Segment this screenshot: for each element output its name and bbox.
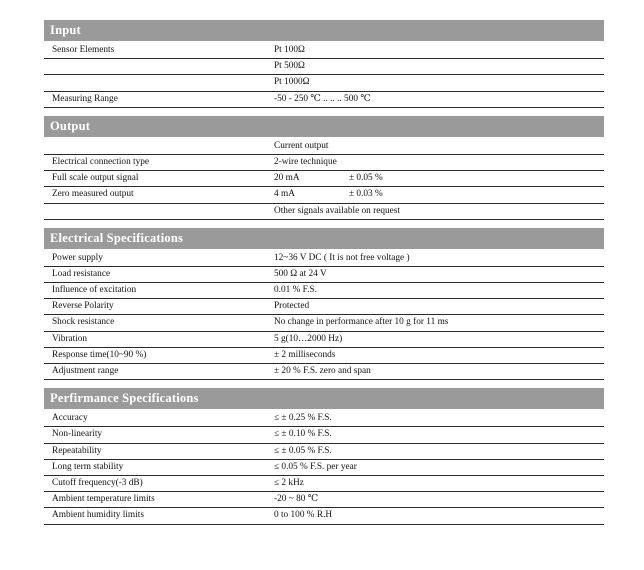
table-row [44,171,604,187]
row-label: Power supply [52,252,103,263]
row-value: ≤ ± 0.25 % F.S. [274,413,332,424]
row-value: ≤ ± 0.10 % F.S. [274,429,332,440]
section-header: Electrical Specifications [44,228,604,249]
row-label: Non-linearity [52,429,103,440]
row-value: Pt 100Ω [274,45,305,55]
row-label: Sensor Elements [52,45,115,55]
table-row [44,348,604,364]
table-row [44,460,604,476]
row-value: 4 mA [274,189,295,200]
row-label: Accuracy [52,413,88,424]
row-label: Reverse Polarity [52,301,114,312]
row-label: Ambient humidity limits [52,510,144,521]
section-electrical-specifications [44,228,604,381]
row-label: Shock resistance [52,317,115,328]
row-value: Pt 1000Ω [274,77,310,88]
row-tolerance: ± 0.05 % [349,173,383,184]
table-row [44,332,604,348]
table-row [44,139,604,155]
table-row [44,43,604,59]
section-rows [44,251,604,381]
table-row [44,492,604,508]
table-row [44,187,604,203]
row-label: Influence of excitation [52,285,137,296]
row-label: Adjustment range [52,366,119,376]
row-label: Vibration [52,333,88,344]
table-row [44,283,604,299]
row-label: Full scale output signal [52,173,139,184]
row-value: 0 to 100 % R.H [274,510,333,521]
table-row [44,251,604,267]
row-value: ≤ ± 0.05 % F.S. [274,445,332,456]
table-row [44,299,604,315]
row-value: ≤ 0.05 % F.S. per year [274,461,357,472]
row-label: Zero measured output [52,189,134,200]
table-row [44,508,604,524]
row-value: Pt 500Ω [274,61,305,72]
row-value: ± 2 milliseconds [274,349,336,360]
row-value: -50 - 250 ℃ .. .. .. 500 ℃ [274,93,371,104]
row-value: -20 ~ 80 ℃ [274,494,319,505]
row-label: Load resistance [52,268,111,279]
row-value: 500 Ω at 24 V [274,268,327,279]
row-label: Cutoff frequency(-3 dB) [52,477,143,488]
section-rows [44,411,604,524]
row-value: ≤ 2 kHz [274,477,304,488]
section-output [44,116,604,220]
table-row [44,59,604,75]
row-label: Long term stability [52,461,124,472]
table-row [44,75,604,91]
row-label: Electrical connection type [52,156,150,167]
table-row [44,315,604,331]
row-label: Ambient temperature limits [52,494,155,505]
spec-sheet [44,20,604,525]
section-input [44,20,604,108]
section-rows [44,43,604,108]
section-header: Input [44,20,604,41]
row-value: 5 g(10…2000 Hz) [274,333,343,344]
table-row [44,155,604,171]
row-value: 12~36 V DC ( It is not free voltage ) [274,252,410,263]
table-row [44,364,604,380]
row-value: No change in performance after 10 g for 11 ms [274,317,449,328]
row-value: 2-wire technique [274,156,337,167]
table-row [44,411,604,427]
section-header: Perfirmance Specifications [44,388,604,409]
section-rows [44,139,604,220]
table-row [44,267,604,283]
row-value: 0.01 % F.S. [274,285,317,296]
row-label: Repeatability [52,445,102,456]
table-row [44,427,604,443]
table-row [44,444,604,460]
row-tolerance: ± 0.03 % [349,189,383,200]
row-value: Other signals available on request [274,205,400,216]
row-label: Measuring Range [52,93,118,104]
table-row [44,204,604,220]
row-value: 20 mA [274,173,300,184]
section-performance-specifications [44,388,604,524]
section-header: Output [44,116,604,137]
table-row [44,476,604,492]
row-value: ± 20 % F.S. zero and span [274,366,371,376]
row-label: Response time(10~90 %) [52,349,147,360]
table-row [44,92,604,108]
row-value: Current output [274,140,329,151]
row-value: Protected [274,301,310,312]
